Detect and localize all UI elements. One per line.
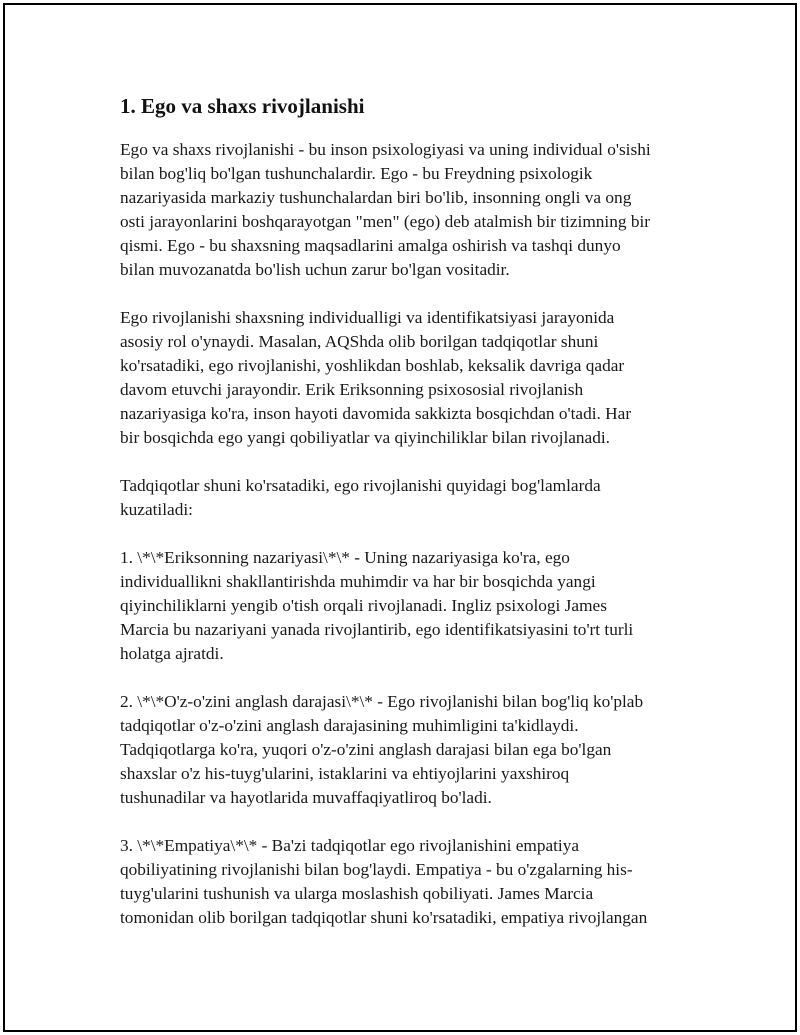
- document-page: [3, 3, 797, 1032]
- paragraph-intro: Ego va shaxs rivojlanishi - bu inson psixologiyasi va uning individual o'sishi bilan bog'liq bo'lgan tushunchalardir. Ego - bu Freydning psixologik nazariyasida markaziy tushunchalardan biri bo'lib, insonning ongli va ong osti jarayonlarini boshqarayotgan "men" (ego) deb atalmish bir tizimning bir qismi. Ego - bu shaxsning maqsadlarini amalga oshirish va tashqi dunyo bilan muvozanatda bo'lish uchun zarur bo'lgan vositadir.: [120, 140, 651, 279]
- list-item-erikson: 1. \*\*Eriksonning nazariyasi\*\* - Uning nazariyasiga ko'ra, ego individuallikni shakllantirishda muhimdir va har bir bosqichda yangi qiyinchiliklarni yengib o'tish orqali rivojlanadi. Ingliz psixologi James Marcia bu nazariyani yanada rivojlantirib, ego identifikatsiyasini to'rt turli holatga ajratdi.: [120, 548, 634, 663]
- section-heading: 1. Ego va shaxs rivojlanishi: [120, 94, 365, 118]
- document-content: [120, 93, 695, 954]
- list-item-empathy: 3. \*\*Empatiya\*\* - Ba'zi tadqiqotlar ego rivojlanishini empatiya qobiliyatining rivojlanishi bilan bog'laydi. Empatiya - bu o'zgalarning his- tuyg'ularini tushunish va ularga moslashish qobiliyati. James Marcia tomonidan olib borilgan tadqiqotlar shuni ko'rsatadiki, empatiya rivojlangan: [120, 836, 648, 927]
- list-item-self-awareness: 2. \*\*O'z-o'zini anglash darajasi\*\* - Ego rivojlanishi bilan bog'liq ko'plab tadqiqotlar o'z-o'zini anglash darajasining muhimligini ta'kidlaydi. Tadqiqotlarga ko'ra, yuqori o'z-o'zini anglash darajasi bilan ega bo'lgan shaxslar o'z his-tuyg'ularini, istaklarini va ehtiyojlarini yaxshiroq tushunadilar va hayotlarida muvaffaqiyatliroq bo'ladi.: [120, 692, 644, 807]
- paragraph-ego-development: Ego rivojlanishi shaxsning individualligi va identifikatsiyasi jarayonida asosiy rol o'ynaydi. Masalan, AQShda olib borilgan tadqiqotlar shuni ko'rsatadiki, ego rivojlanishi, yoshlikdan boshlab, keksalik davriga qadar davom etuvchi jarayondir. Erik Eriksonning psixososial rivojlanish nazariyasiga ko'ra, inson hayoti davomida sakkizta bosqichdan o'tadi. Har bir bosqichda ego yangi qobiliyatlar va qiyinchiliklar bilan rivojlanadi.: [120, 308, 632, 447]
- paragraph-research-lead: Tadqiqotlar shuni ko'rsatadiki, ego rivojlanishi quyidagi bog'lamlarda kuzatiladi:: [120, 476, 601, 519]
